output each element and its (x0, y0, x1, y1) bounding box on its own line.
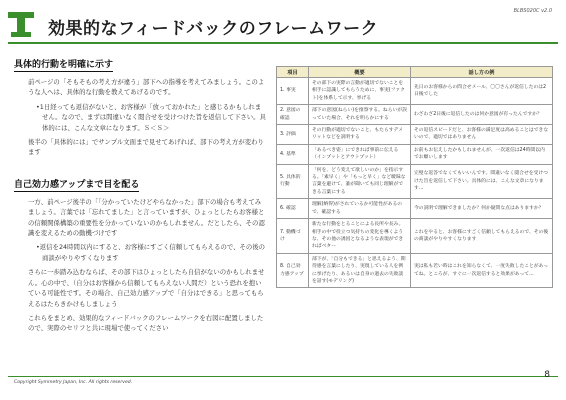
table-cell: 7. 動機づけ (277, 219, 309, 254)
page-title: 効果的なフィードバックのフレームワーク (48, 19, 379, 39)
page-number: 8 (544, 370, 550, 380)
table-cell: 8. 自己効力感アップ (277, 253, 309, 288)
table-cell: お前もお伝えしたかもしれませんが、一次返信は24時間以内でお願いします (411, 144, 553, 164)
table-cell: これをやると、お客様にすごく信頼してもらえるので、その後の商談がやりやすくなります (411, 219, 553, 254)
table-row (277, 219, 553, 254)
bullet-text: 返信を24時間以内にすると、お客様にすごく信頼してもらえるので、その後の商談がやりやすくなります (39, 243, 266, 262)
section-self-efficacy (14, 172, 266, 334)
bullet-item: •返信を24時間以内にすると、お客様にすごく信頼してもらえるので、その後の商談がやりやすくなります (36, 243, 266, 262)
table-row (277, 105, 553, 125)
feedback-framework-table (276, 66, 553, 288)
table-cell: 今の説明で理解できましたか？何か疑問な点はありますか？ (411, 199, 553, 219)
title-divider (8, 42, 558, 44)
table-cell: 「あるべき姿」にできれば事前に伝える（インプットとアウトプット） (309, 144, 411, 164)
section-heading: 具体的行動を明確に示す (14, 57, 113, 72)
bullet-text: 1日経っても返信がないと、お客様が「放っておかれた」と感じるかもしれません。なので、まずは間違いなく閲合せを受けつけた旨を返信して下さい。具体的には、こんな文章になります。Ｓ＜Ｓ＞ (39, 102, 266, 132)
column-header: 項目 (277, 67, 309, 78)
paragraph: さらに一歩踏み込むならば、その部下はひょっとしたら自信がないのかもしれません。心の中で、（自分はお客様から信頼してもらえない人間だ）という恐れを抱いている可能性です。その場合、自己効力感アップで「自分はできる」と思ってもらえるはたらきかけもしましょう (28, 268, 265, 308)
table-cell: 「何を、どう変えて欲しいのか」を指示する。「素早く」や「もっと早く」など曖昧な言葉を避けて、誰が聞いても同じ理解ができる言葉にする (309, 164, 411, 199)
table-row (277, 144, 553, 164)
paragraph: 後半の「具体的には」でサンプル文面まで見せてあげれば、部下の考え方が変わります (28, 138, 264, 157)
table-cell: 部下の意図(ねらい)を推察する。ねらいが誤っていた場合、それを明らかにする (309, 105, 411, 125)
table-cell: 実は私も若い時はこれを知らなくて、一度失敗したことがあってね。ところが、すぐに一次返信すると効果があって... (411, 253, 553, 288)
table-cell: その行動が適切でないこと、もたらすデメリットなどを説明する (309, 125, 411, 145)
table-row (277, 199, 553, 219)
table-row (277, 125, 553, 145)
table-row (277, 164, 553, 199)
table-cell: 2. 意図の確認 (277, 105, 309, 125)
table-cell: 理解(納得)がされているか可能性があるので、確認する (309, 199, 411, 219)
table-row (277, 253, 553, 288)
table-row (277, 78, 553, 105)
section-heading: 自己効力感アップまで目を配る (14, 177, 139, 192)
table-cell: 先日のお客様からの問合せメール、〇〇さんが返信したのは2日後でした (411, 78, 553, 105)
footer-divider (8, 376, 558, 377)
table-cell: 完璧な返答でなくてもいいんです。間違いなく閲合せを受けつけた旨を返信して下さい。具体的には、こんな文章になります... (411, 164, 553, 199)
paragraph: 一方、前ページ後半の「「分かっていたけどやらなかった」部下の場合も考えてみましょう。言葉では「忘れてました」と言っていますが、ひょっとしたらお客様との信頼関係構築の重要性を分かっていないのかもしれません。だとしたら、その認識を変えるための動機づけです (28, 197, 265, 238)
table-cell: 5. 具体的行動 (277, 164, 309, 199)
bullet-item: •1日経っても返信がないと、お客様が「放っておかれた」と感じるかもしれません。なので、まずは間違いなく閲合せを受けつけた旨を返信して下さい。具体的には、こんな文章になります。Ｓ＜Ｓ＞ (36, 102, 266, 132)
table-cell: その返信スピードだと、お客様の満足度は高めることはできないので、適切ではありません (411, 125, 553, 145)
table-cell: その部下の実際の言動が適切でないことを相手に認識してもらうために、事実(ファクト)を体系して示す、挙げる (309, 78, 411, 105)
company-logo-icon (6, 10, 36, 40)
copyright-text: Copyright Symmetry Japan, Inc. All rights reserved. (14, 380, 133, 385)
table-cell: 部下が、「自分もできる」と思えるよう、期待感を言葉にしたり、実現している人を例に挙げたり、あるいは自身の過去の失敗談を話す(モデリング) (309, 253, 411, 288)
column-header: 話し方の例 (411, 67, 553, 78)
table-header-row (277, 67, 553, 78)
table-cell: 3. 評価 (277, 125, 309, 145)
table-cell: 1. 事実 (277, 78, 309, 105)
document-code: BLBS020C v2.0 (513, 8, 552, 14)
paragraph: これらをまとめ、効果的なフィードバックのフレームワークを右図に配置しましたので、実際のセリフと共に現場で使ってください (28, 313, 264, 333)
paragraph: 前ページの「そもそもの考え方が違う」部下への指導を考えてみましょう。このような人へは、具体的な行動を教えてあげるのです。 (28, 78, 265, 97)
table-cell: 新たな行動をとることによる長所や長み。相手の中で役立つ気持ちの変化を導くような、その他の誘因となるような表現ができればベター (309, 219, 411, 254)
section-behavior (14, 52, 266, 158)
table-cell: わざわざ2日後に返信したのは何か意図が有ったんですか？ (411, 105, 553, 125)
left-column (14, 52, 266, 334)
column-header: 概要 (309, 67, 411, 78)
table-cell: 4. 基準 (277, 144, 309, 164)
table-cell: 6. 確認 (277, 199, 309, 219)
